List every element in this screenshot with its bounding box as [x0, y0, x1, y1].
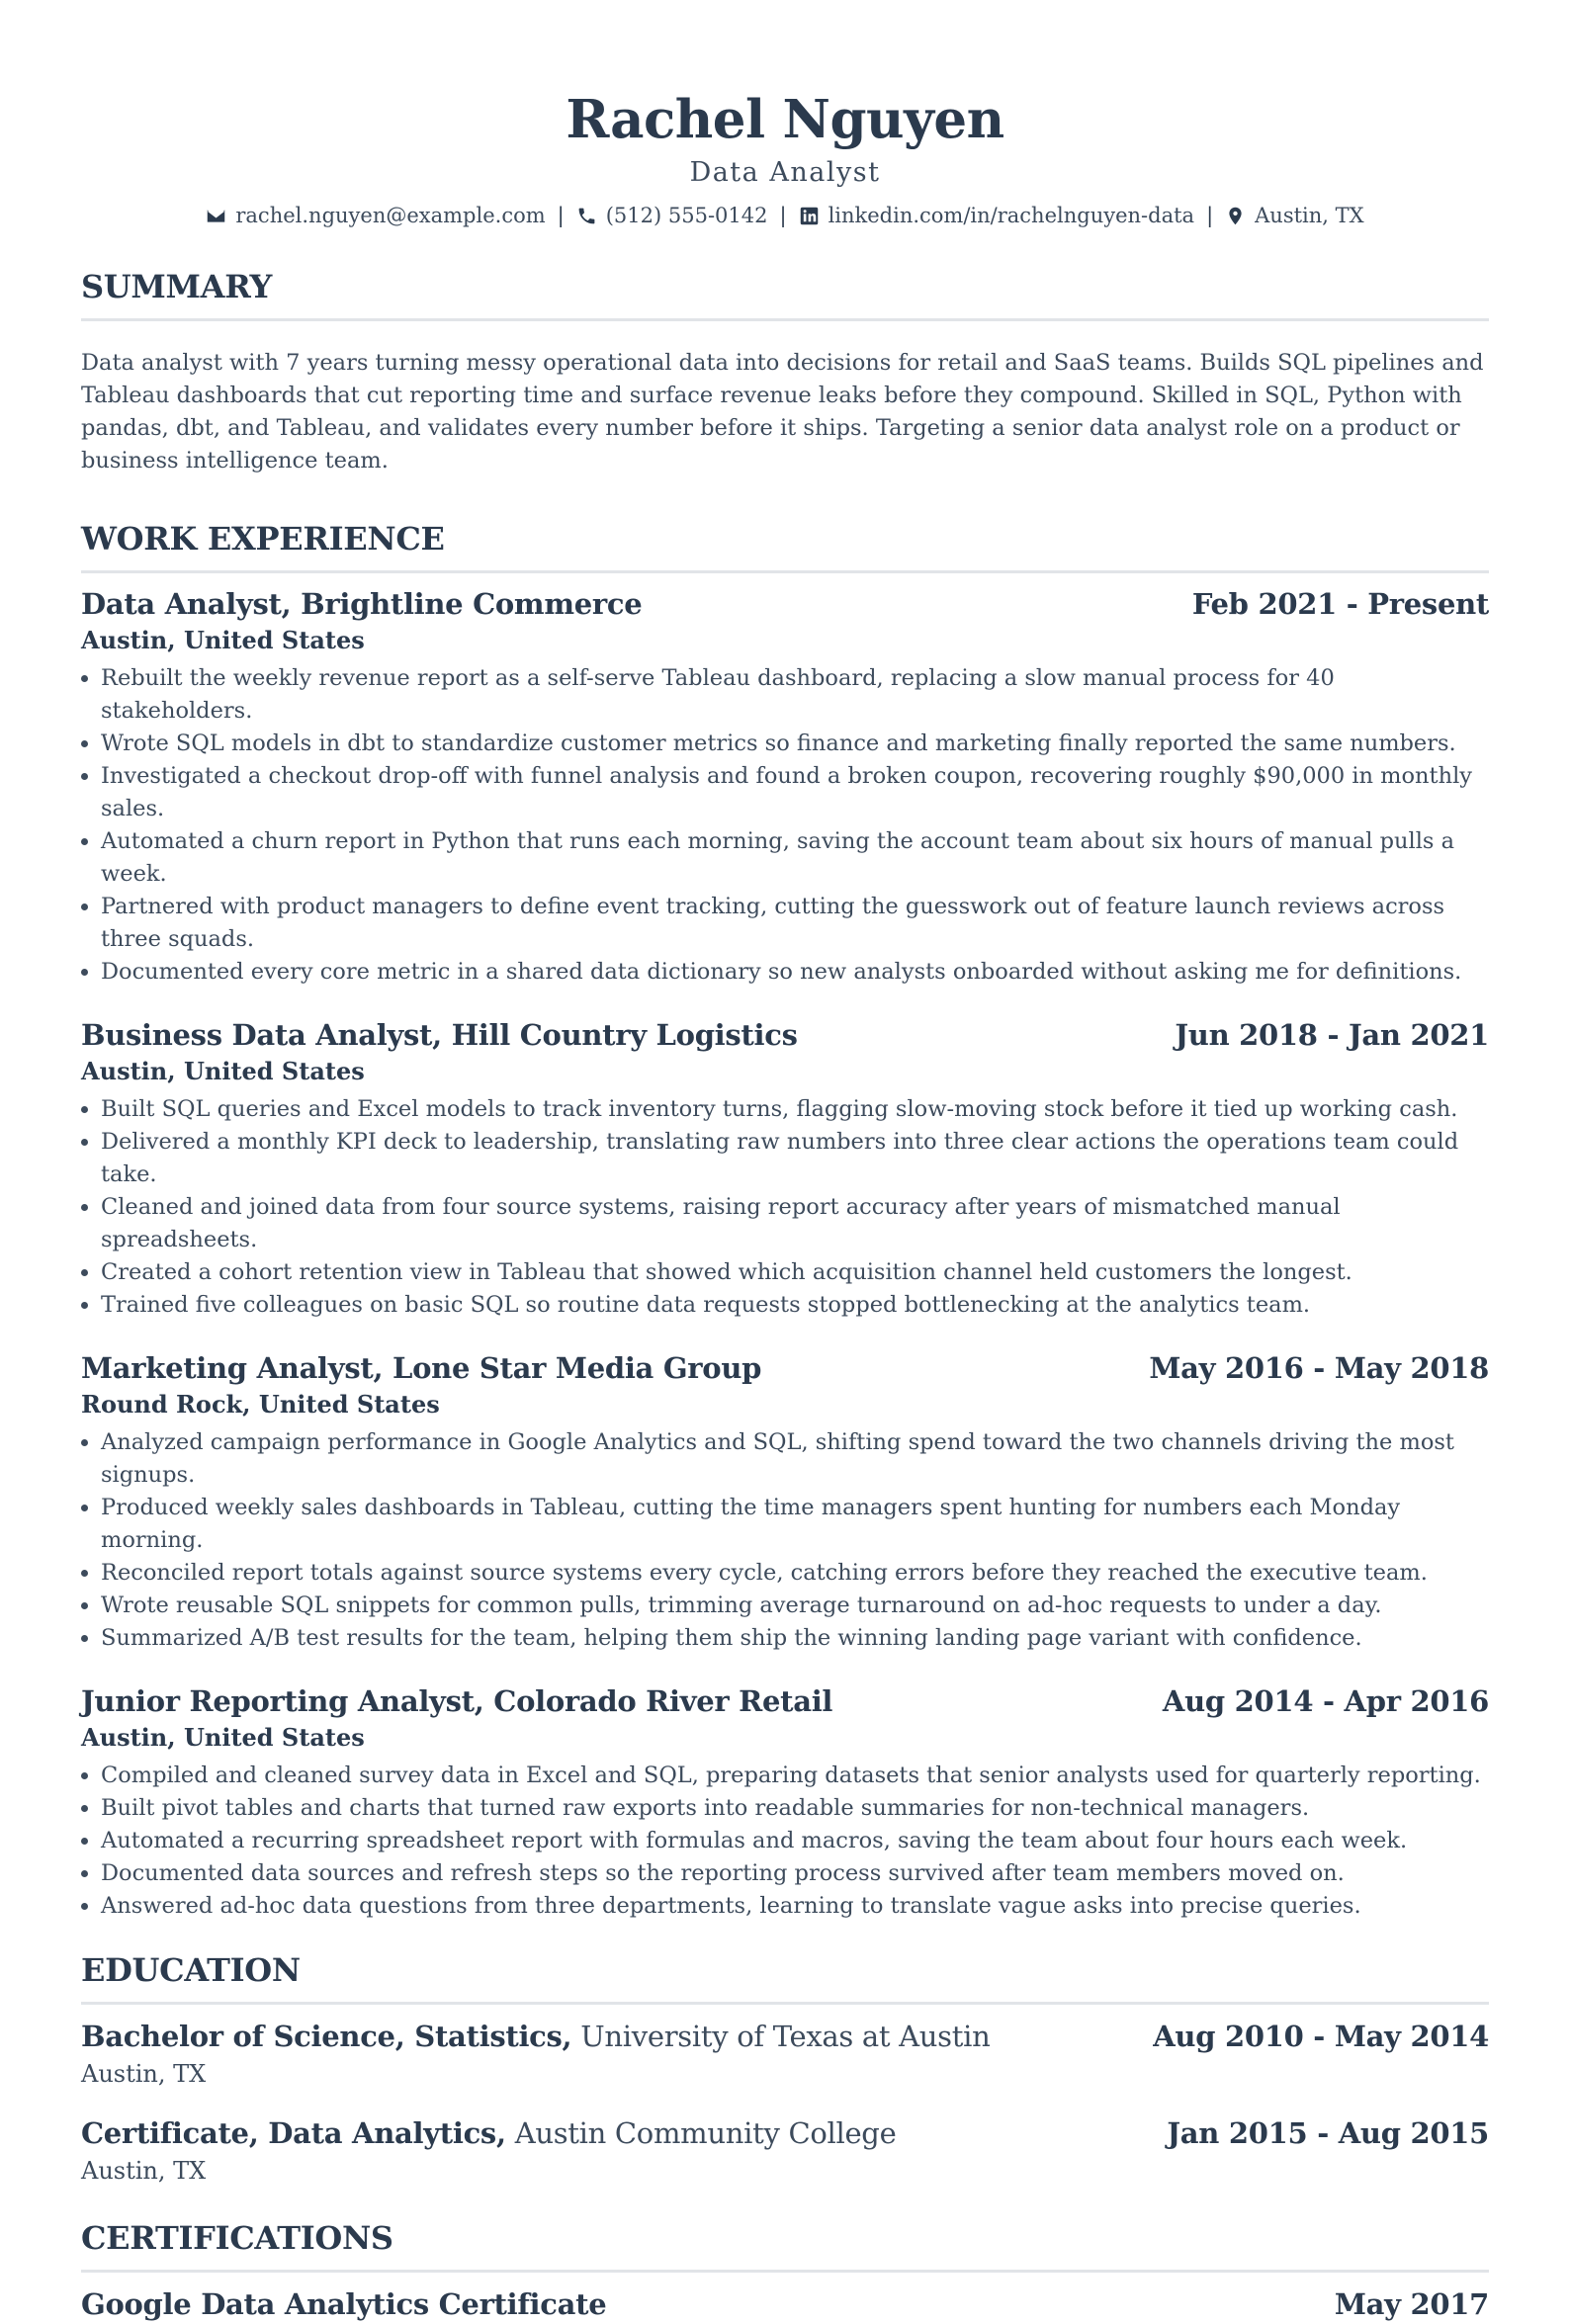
degree-name: Bachelor of Science, Statistics,: [81, 2020, 572, 2053]
section-heading: WORK EXPERIENCE: [81, 520, 445, 558]
candidate-title: Data Analyst: [689, 157, 881, 188]
job-location: Austin, United States: [81, 1723, 365, 1752]
job-list: [81, 585, 1489, 1923]
job-title: Junior Reporting Analyst, Colorado River Retail: [81, 1684, 833, 1718]
education-dates: Jan 2015 - Aug 2015: [1167, 2116, 1489, 2150]
phone-icon: [576, 206, 597, 226]
bullet-item: • Summarized A/B test results for the team, helping them ship the winning landing page variant with confidence.: [101, 1622, 1489, 1655]
job-title: Business Data Analyst, Hill Country Logistics: [81, 1018, 798, 1052]
bullet-item: • Reconciled report totals against source systems every cycle, catching errors before they reached the executive team.: [101, 1557, 1489, 1590]
bullet-item: • Compiled and cleaned survey data in Excel and SQL, preparing datasets that senior analysts used for quarterly reporting.: [101, 1760, 1489, 1792]
bullet-item: • Produced weekly sales dashboards in Tableau, cutting the time managers spent hunting for numbers each Monday morning.: [101, 1492, 1489, 1557]
bullet-item: • Documented data sources and refresh steps so the reporting process survived after team members moved on.: [101, 1857, 1489, 1890]
bullet-item: • Wrote SQL models in dbt to standardize customer metrics so finance and marketing finally reported the same numbers.: [101, 728, 1489, 760]
education-location: Austin, TX: [81, 2157, 207, 2185]
contact-phone[interactable]: [576, 202, 768, 229]
contact-linkedin[interactable]: [799, 202, 1195, 229]
certification-name: Google Data Analytics Certificate: [81, 2287, 607, 2321]
job-dates: May 2016 - May 2018: [1149, 1351, 1489, 1385]
certification-date: May 2017: [1334, 2287, 1489, 2321]
job-bullets: [81, 662, 1489, 989]
contact-separator: |: [557, 204, 565, 227]
bullet-item: • Delivered a monthly KPI deck to leadership, translating raw numbers into three clear actions the operations team could take.: [101, 1126, 1489, 1191]
bullet-item: • Analyzed campaign performance in Google Analytics and SQL, shifting spend toward the two channels driving the most signups.: [101, 1426, 1489, 1492]
job-bullets: [81, 1093, 1489, 1322]
education-degree-line: [81, 2017, 990, 2056]
bullet-item: • Partnered with product managers to define event tracking, cutting the guesswork out of feature launch reviews across three squads.: [101, 891, 1489, 956]
section-heading: CERTIFICATIONS: [81, 2219, 393, 2257]
bullet-item: • Cleaned and joined data from four source systems, raising report accuracy after years of mismatched manual spreadsheets.: [101, 1191, 1489, 1256]
school-name: Austin Community College: [514, 2116, 897, 2150]
contact-line: [81, 202, 1489, 229]
job-bullets: [81, 1760, 1489, 1923]
education-header: [81, 2113, 1489, 2153]
contact-separator: |: [779, 204, 787, 227]
bullet-item: • Built SQL queries and Excel models to track inventory turns, flagging slow-moving stock before it tied up working cash.: [101, 1093, 1489, 1126]
section-divider: [81, 318, 1489, 321]
candidate-name: Rachel Nguyen: [566, 89, 1004, 150]
job-dates: Jun 2018 - Jan 2021: [1175, 1018, 1489, 1052]
job-header: [81, 1682, 1489, 1720]
linkedin-icon: [799, 206, 820, 226]
certification-list: [81, 2284, 1489, 2324]
job-bullets: [81, 1426, 1489, 1655]
contact-location: [1225, 202, 1363, 229]
bullet-item: • Automated a churn report in Python that runs each morning, saving the account team about six hours of manual pulls a week.: [101, 825, 1489, 891]
job-entry: [81, 1682, 1489, 1923]
location-text: Austin, TX: [1255, 204, 1364, 227]
contact-separator: |: [1206, 204, 1214, 227]
phone-text: (512) 555-0142: [605, 204, 768, 227]
job-entry: [81, 1349, 1489, 1655]
job-dates: Feb 2021 - Present: [1191, 587, 1489, 621]
bullet-item: • Investigated a checkout drop-off with funnel analysis and found a broken coupon, recovering roughly $90,000 in monthly sales.: [101, 760, 1489, 825]
section-heading: SUMMARY: [81, 268, 273, 305]
section-divider: [81, 570, 1489, 573]
education-section: [81, 1950, 1489, 2189]
job-location: Austin, United States: [81, 1057, 365, 1085]
job-entry: [81, 585, 1489, 989]
certifications-section: [81, 2218, 1489, 2324]
job-header: [81, 585, 1489, 623]
bullet-item: • Automated a recurring spreadsheet report with formulas and macros, saving the team about four hours each week.: [101, 1825, 1489, 1857]
section-heading: EDUCATION: [81, 1951, 301, 1989]
education-degree-line: [81, 2113, 896, 2153]
education-entry: [81, 2113, 1489, 2189]
job-location: Round Rock, United States: [81, 1390, 440, 1419]
bullet-item: • Answered ad-hoc data questions from three departments, learning to translate vague asks into precise queries.: [101, 1890, 1489, 1923]
section-divider: [81, 2002, 1489, 2005]
job-header: [81, 1349, 1489, 1387]
job-dates: Aug 2014 - Apr 2016: [1162, 1684, 1489, 1718]
bullet-item: • Wrote reusable SQL snippets for common pulls, trimming average turnaround on ad-hoc requests to under a day.: [101, 1590, 1489, 1622]
email-text: rachel.nguyen@example.com: [235, 204, 546, 227]
school-name: University of Texas at Austin: [580, 2020, 991, 2053]
resume-header: [81, 87, 1489, 229]
bullet-item: • Created a cohort retention view in Tableau that showed which acquisition channel held customers the longest.: [101, 1256, 1489, 1289]
bullet-item: • Rebuilt the weekly revenue report as a self-serve Tableau dashboard, replacing a slow manual process for 40 stakeholders.: [101, 662, 1489, 728]
education-dates: Aug 2010 - May 2014: [1153, 2020, 1489, 2053]
bullet-item: • Trained five colleagues on basic SQL so routine data requests stopped bottlenecking at the analytics team.: [101, 1289, 1489, 1322]
education-header: [81, 2017, 1489, 2056]
summary-section: [81, 267, 1489, 477]
section-divider: [81, 2270, 1489, 2273]
linkedin-text: linkedin.com/in/rachelnguyen-data: [828, 204, 1195, 227]
map-pin-icon: [1225, 206, 1246, 226]
job-header: [81, 1016, 1489, 1054]
experience-section: [81, 519, 1489, 1923]
job-location: Austin, United States: [81, 626, 365, 654]
contact-email[interactable]: [206, 202, 545, 229]
bullet-item: • Built pivot tables and charts that turned raw exports into readable summaries for non-technical managers.: [101, 1792, 1489, 1825]
envelope-icon: [206, 206, 226, 226]
bullet-item: • Documented every core metric in a shared data dictionary so new analysts onboarded without asking me for definitions.: [101, 956, 1489, 989]
education-entry: [81, 2017, 1489, 2092]
degree-name: Certificate, Data Analytics,: [81, 2116, 506, 2150]
education-list: [81, 2017, 1489, 2189]
job-entry: [81, 1016, 1489, 1322]
certification-entry: [81, 2284, 1489, 2324]
summary-text: Data analyst with 7 years turning messy operational data into decisions for retail and SaaS teams. Builds SQL pipelines and Tableau dashboards that cut reporting time and surface revenue leaks before they compound. Skilled in SQL, Python with pandas, dbt, and Tableau, and validates every number before it ships. Targeting a senior data analyst role on a product or business intelligence team.: [81, 350, 1484, 473]
job-title: Data Analyst, Brightline Commerce: [81, 587, 643, 621]
job-title: Marketing Analyst, Lone Star Media Group: [81, 1351, 762, 1385]
education-location: Austin, TX: [81, 2060, 207, 2088]
